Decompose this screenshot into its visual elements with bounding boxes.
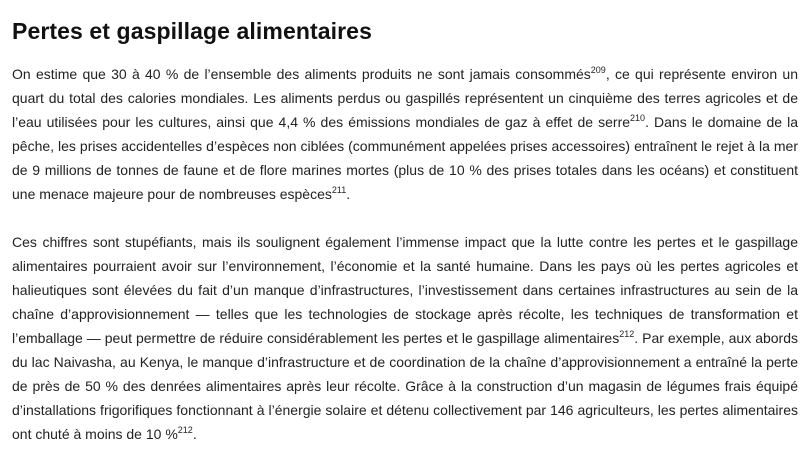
footnote-ref-209[interactable]: 209: [590, 65, 606, 75]
paragraph-text: Ces chiffres sont stupéfiants, mais ils soulignent également l’immense impact que la lutte contre les pertes et le gaspillage alimentaires pourraient avoir sur l’environnement, l’économie et la santé humaine. Dans les pays où les pertes agricoles et halieutiques sont élevées du fait d’un manque d’infrastructures, l’investissement dans certaines infrastructures au sein de la chaîne d’approvisionnement — telles que les technologies de stockage après récolte, les techniques de transformation et l’emballage — peut permettre de réduire considérablement les pertes et le gaspillage alimentaires: [12, 234, 798, 346]
paragraph-text: .: [192, 426, 197, 442]
paragraph-2: [12, 230, 798, 446]
paragraph-text: .: [346, 186, 351, 202]
footnote-ref-212[interactable]: 212: [619, 329, 635, 339]
paragraph-text: On estime que 30 à 40 % de l’ensemble des aliments produits ne sont jamais consommés: [12, 66, 591, 82]
footnote-ref-212[interactable]: 212: [177, 425, 193, 435]
paragraph-text: . Dans le domaine de la pêche, les prises accidentelles d’espèces non ciblées (communément appelées prises accessoires) entraînent le rejet à la mer de 9 millions de tonnes de faune et de flore marines mortes (plus de 10 % des prises totales dans les océans) et constituent une menace majeure pour de nombreuses espèces: [12, 114, 799, 202]
paragraph-1: [12, 62, 798, 206]
paragraph-text: , ce qui représente environ un quart du total des calories mondiales. Les aliments perdus ou gaspillés représentent un cinquième des terres agricoles et de l’eau utilisées pour les cultures, ainsi que 4,4 % des émissions mondiales de gaz à effet de serre: [12, 66, 798, 130]
document: [12, 14, 798, 470]
footnote-ref-211[interactable]: 211: [331, 185, 347, 195]
footnote-ref-210[interactable]: 210: [630, 113, 646, 123]
section-title: Pertes et gaspillage alimentaires: [12, 18, 372, 44]
paragraph-text: . Par exemple, aux abords du lac Naivasha, au Kenya, le manque d’infrastructure et de coordination de la chaîne d’approvisionnement a entraîné la perte de près de 50 % des denrées alimentaires après leur récolte. Grâce à la construction d’un magasin de légumes frais équipé d’installations frigorifiques fonctionnant à l’énergie solaire et détenu collectivement par 146 agriculteurs, les pertes alimentaires ont chuté à moins de 10 %: [12, 330, 799, 442]
